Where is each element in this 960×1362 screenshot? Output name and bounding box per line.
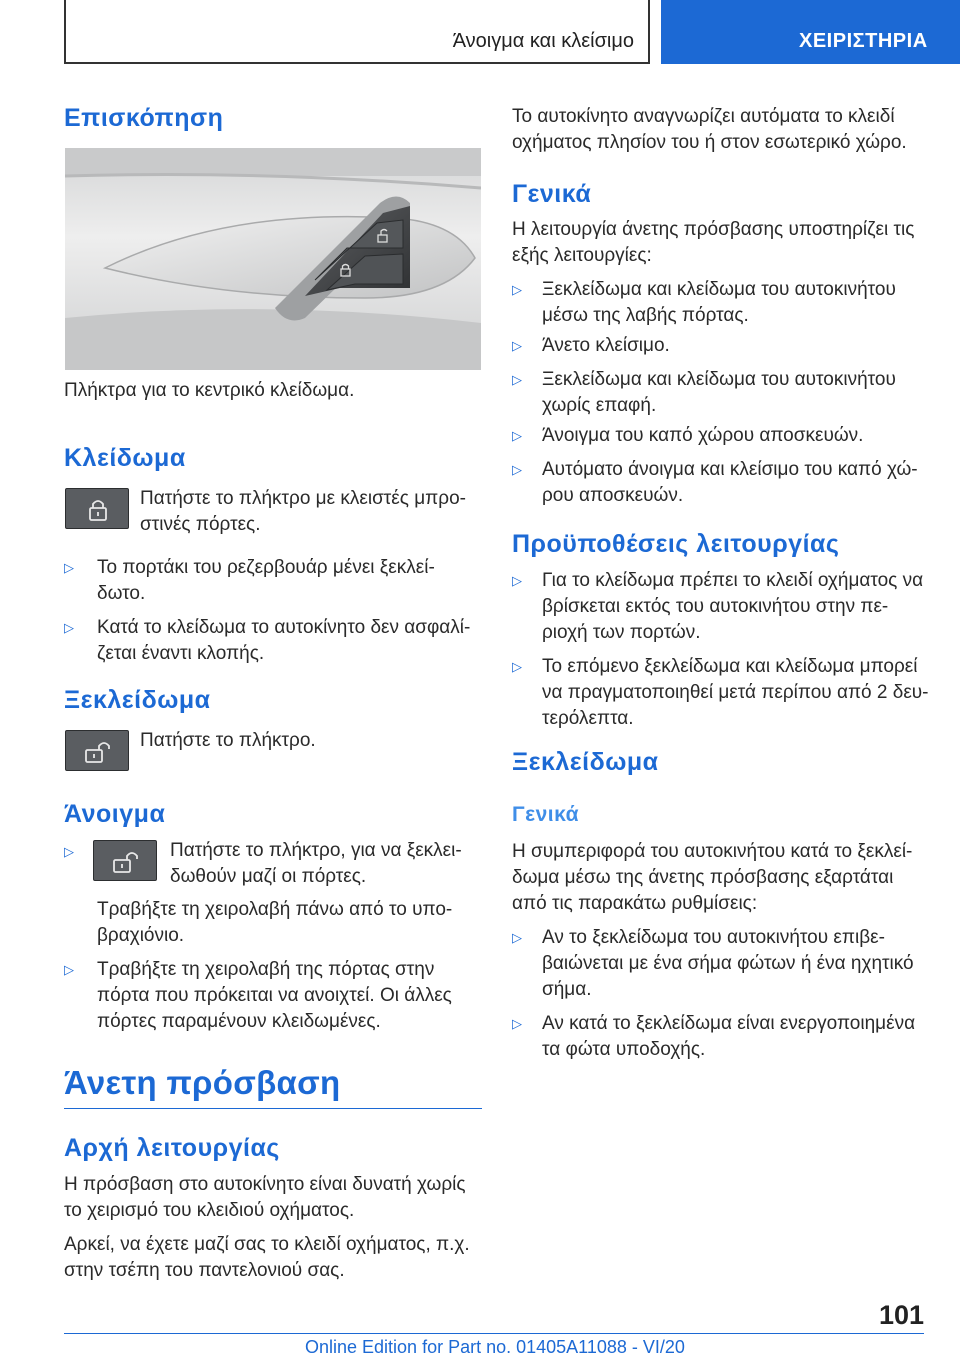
bullet-icon: ▷: [64, 844, 74, 859]
prereq-bullet1-line2: βρίσκεται εκτός του αυτοκινήτου στην πε-: [542, 596, 889, 617]
general-bullet5-line1: Αυτόματο άνοιγμα και κλείσιμο του καπό χώ-: [542, 459, 918, 480]
general-p-line1: Η λειτουργία άνετης πρόσβασης υποστηρίζει τις: [512, 219, 915, 240]
header-chapter-title: ΧΕΙΡΙΣΤΗΡΙΑ: [799, 30, 928, 52]
bullet-icon: ▷: [64, 560, 74, 575]
lock-instruction-line1: Πατήστε το πλήκτρο με κλειστές μπρο-: [140, 488, 466, 509]
lock-instruction-line2: στινές πόρτες.: [140, 514, 261, 535]
header-section-title: Άνοιγμα και κλείσιμο: [452, 30, 634, 52]
lock-bullet2-line1: Κατά το κλείδωμα το αυτοκίνητο δεν ασφαλί-: [97, 617, 471, 638]
open-bullet1-line4: βραχιόνιο.: [97, 925, 185, 946]
prereq-bullet1-line1: Για το κλείδωμα πρέπει το κλειδί οχήματος να: [542, 570, 924, 591]
open-bullet2-line3: πόρτες παραμένουν κλειδωμένες.: [97, 1011, 381, 1032]
lock-bullet2-line2: ζεται έναντι κλοπής.: [97, 643, 265, 664]
section-divider: [64, 1108, 482, 1109]
general-bullet3-line1: Ξεκλείδωμα και κλείδωμα του αυτοκινήτου: [542, 369, 896, 390]
footer-divider: [64, 1333, 924, 1334]
unlock-bullet1-line1: Αν το ξεκλείδωμα του αυτοκινήτου επιβε-: [542, 927, 885, 948]
open-bullet1-line3: Τραβήξτε τη χειρολαβή πάνω από το υπο-: [97, 899, 453, 920]
edition-text: Online Edition for Part no. 01405A11088 - VI/20: [305, 1337, 685, 1357]
prereq-bullet2-line1: Το επόμενο ξεκλείδωμα και κλείδωμα μπορεί: [542, 656, 918, 677]
comfort-access-heading: Άνετη πρόσβαση: [64, 1064, 341, 1101]
prereq-bullet2-line3: τερόλεπτα.: [542, 708, 634, 729]
principle-p2-line2: στην τσέπη του παντελονιού σας.: [64, 1260, 345, 1281]
unlock-heading: Ξεκλείδωμα: [64, 686, 211, 714]
general-bullet1-line2: μέσω της λαβής πόρτας.: [542, 305, 749, 326]
bullet-icon: ▷: [512, 659, 522, 674]
prerequisites-heading: Προϋποθέσεις λειτουργίας: [512, 530, 840, 558]
unlock-button[interactable]: [65, 730, 129, 771]
unlock-instruction: Πατήστε το πλήκτρο.: [140, 730, 316, 751]
principle-p1-line1: Η πρόσβαση στο αυτοκίνητο είναι δυνατή χωρίς: [64, 1174, 466, 1195]
bullet-icon: ▷: [512, 462, 522, 477]
lock-heading: Κλείδωμα: [64, 444, 186, 472]
general-bullet4: Άνοιγμα του καπό χώρου αποσκευών.: [542, 425, 864, 446]
general-p-line2: εξής λειτουργίες:: [512, 245, 652, 266]
general-bullet2: Άνετο κλείσιμο.: [542, 335, 670, 356]
open-heading: Άνοιγμα: [64, 800, 166, 828]
unlock-p-line1: Η συμπεριφορά του αυτοκινήτου κατά το ξεκλεί-: [512, 841, 913, 862]
door-handle-image: [65, 148, 481, 370]
principle-p1-line2: το χειρισμό του κλειδιού οχήματος.: [64, 1200, 355, 1221]
overview-heading: Επισκόπηση: [64, 104, 224, 132]
bullet-icon: ▷: [512, 428, 522, 443]
lock-open-icon: [66, 731, 130, 772]
lock-open-icon: [94, 841, 158, 882]
prereq-bullet2-line2: να πραγματοποιηθεί μετά περίπου από 2 δευ-: [542, 682, 929, 703]
lock-bullet1-line1: Το πορτάκι του ρεζερβουάρ μένει ξεκλεί-: [97, 557, 435, 578]
bullet-icon: ▷: [64, 962, 74, 977]
open-bullet2-line2: πόρτα που πρόκειται να ανοιχτεί. Οι άλλες: [97, 985, 452, 1006]
door-handle-illustration: [65, 148, 481, 370]
page-number: 101: [878, 1300, 924, 1330]
bullet-icon: ▷: [512, 1016, 522, 1031]
bullet-icon: ▷: [64, 620, 74, 635]
bullet-icon: ▷: [512, 282, 522, 297]
unlock-bullet2-line1: Αν κατά το ξεκλείδωμα είναι ενεργοποιημένα: [542, 1013, 916, 1034]
image-caption: Πλήκτρα για το κεντρικό κλείδωμα.: [64, 380, 355, 401]
principle-heading: Αρχή λειτουργίας: [64, 1134, 280, 1162]
general-heading: Γενικά: [512, 180, 592, 208]
bullet-icon: ▷: [512, 930, 522, 945]
general-bullet5-line2: ρου αποσκευών.: [542, 485, 684, 506]
unlock-bullet1-line2: βαιώνεται με ένα σήμα φώτων ή ένα ηχητικό: [542, 953, 914, 974]
intro-line1: Το αυτοκίνητο αναγνωρίζει αυτόματα το κλειδί: [512, 106, 895, 127]
open-bullet1-line1: Πατήστε το πλήκτρο, για να ξεκλει-: [170, 840, 462, 861]
lock-bullet1-line2: δωτο.: [97, 583, 146, 604]
open-bullet1-line2: δωθούν μαζί οι πόρτες.: [170, 866, 367, 887]
unlock-comfort-heading: Ξεκλείδωμα: [512, 748, 659, 776]
lock-button[interactable]: [65, 488, 129, 529]
header-section-box: [64, 0, 650, 64]
prereq-bullet1-line3: ριοχή των πορτών.: [542, 622, 701, 643]
bullet-icon: ▷: [512, 338, 522, 353]
unlock-bullet2-line2: τα φώτα υποδοχής.: [542, 1039, 706, 1060]
unlock-p-line3: από τις παρακάτω ρυθμίσεις:: [512, 893, 758, 914]
principle-p2-line1: Αρκεί, να έχετε μαζί σας το κλειδί οχήματος, π.χ.: [64, 1234, 470, 1255]
unlock-p-line2: δωμα μέσω της άνετης πρόσβασης εξαρτάται: [512, 867, 894, 888]
general-bullet1-line1: Ξεκλείδωμα και κλείδωμα του αυτοκινήτου: [542, 279, 896, 300]
lock-closed-icon: [66, 489, 130, 530]
header-chapter-tab: [661, 0, 960, 64]
intro-line2: οχήματος πλησίον του ή στον εσωτερικό χώρο.: [512, 132, 907, 153]
general-bullet3-line2: χωρίς επαφή.: [542, 395, 657, 416]
unlock-general-subheading: Γενικά: [512, 803, 580, 826]
open-bullet2-line1: Τραβήξτε τη χειρολαβή της πόρτας στην: [97, 959, 435, 980]
unlock-button-small[interactable]: [93, 840, 157, 881]
bullet-icon: ▷: [512, 573, 522, 588]
bullet-icon: ▷: [512, 372, 522, 387]
unlock-bullet1-line3: σήμα.: [542, 979, 592, 1000]
